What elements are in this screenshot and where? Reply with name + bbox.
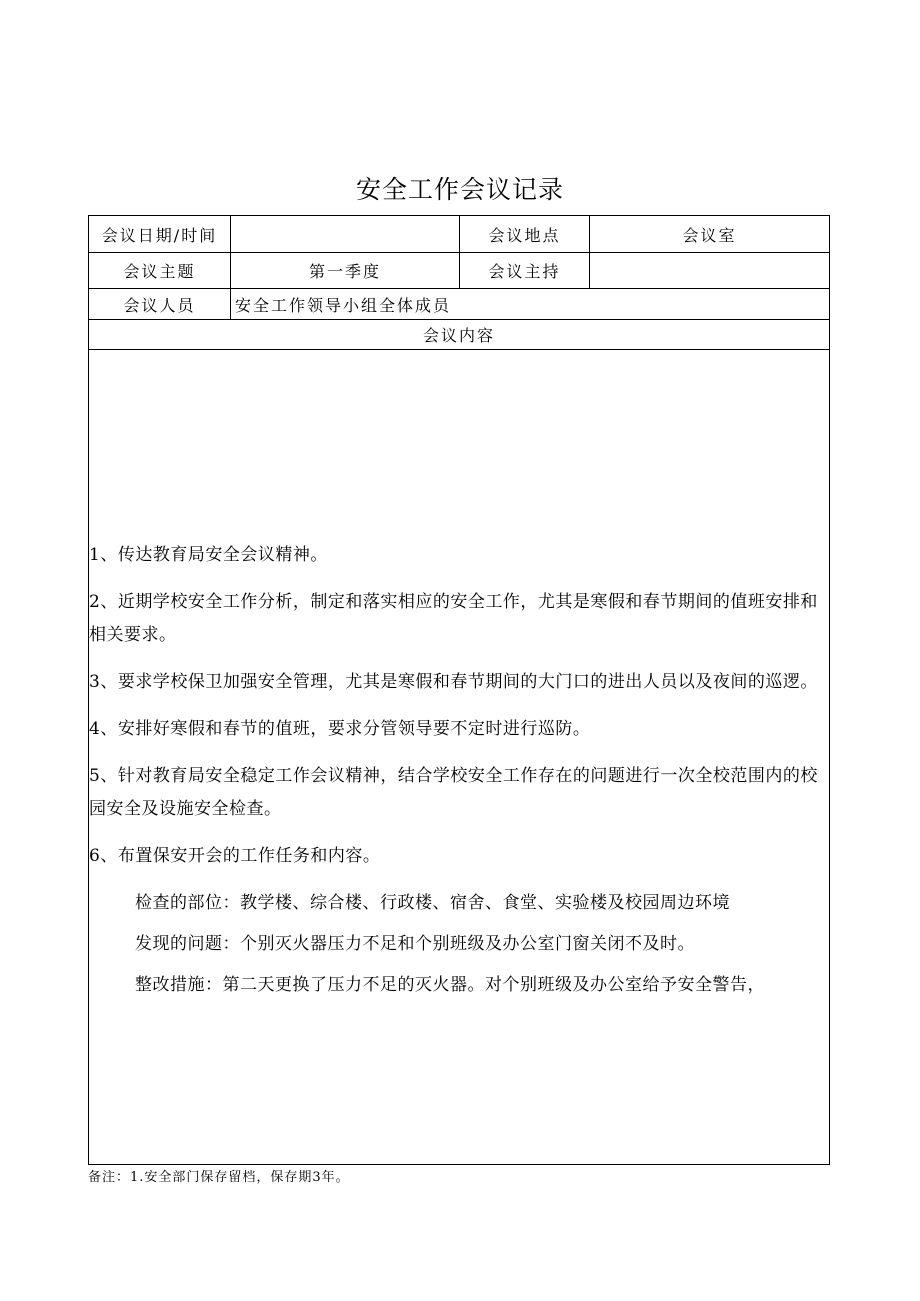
topic-value: 第一季度 xyxy=(231,253,460,289)
date-label: 会议日期/时间 xyxy=(89,216,231,253)
inspection-text: 检查的部位：教学楼、综合楼、行政楼、宿舍、食堂、实验楼及校园周边环境 xyxy=(135,892,730,913)
footnote: 备注：1.安全部门保存留档，保存期3年。 xyxy=(88,1170,350,1185)
list-item: 3、要求学校保卫加强安全管理，尤其是寒假和春节期间的大门口的进出人员以及夜间的巡逻。 xyxy=(89,671,818,692)
table-row-content xyxy=(89,350,830,1165)
topic-label: 会议主题 xyxy=(89,253,231,289)
problems-text: 发现的问题：个别灭火器压力不足和个别班级及办公室门窗关闭不及时。 xyxy=(135,933,695,954)
list-item: 1、传达教育局安全会议精神。 xyxy=(89,544,328,565)
attendees-value: 安全工作领导小组全体成员 xyxy=(231,289,830,320)
content-cell xyxy=(89,350,830,1165)
content-header: 会议内容 xyxy=(89,320,830,350)
table-row-topic xyxy=(89,253,830,289)
list-item: 6、布置保安开会的工作任务和内容。 xyxy=(89,845,381,866)
host-label: 会议主持 xyxy=(460,253,590,289)
location-label: 会议地点 xyxy=(460,216,590,253)
host-value xyxy=(590,253,830,289)
list-item: 5、针对教育局安全稳定工作会议精神，结合学校安全工作存在的问题进行一次全校范围内的校园安全及设施安全检查。 xyxy=(89,765,818,819)
meeting-content xyxy=(89,505,829,1002)
location-value: 会议室 xyxy=(590,216,830,253)
document-title: 安全工作会议记录 xyxy=(355,175,564,204)
table-row-date xyxy=(89,216,830,253)
list-item: 4、安排好寒假和春节的值班，要求分管领导要不定时进行巡防。 xyxy=(89,718,591,739)
measures-text: 整改措施：第二天更换了压力不足的灭火器。对个别班级及办公室给予安全警告， xyxy=(135,974,765,995)
table-row-attendees xyxy=(89,289,830,320)
meeting-record-table xyxy=(88,215,830,1165)
date-value xyxy=(231,216,460,253)
list-item: 2、近期学校安全工作分析，制定和落实相应的安全工作，尤其是寒假和春节期间的值班安排和相关要求。 xyxy=(89,591,818,645)
table-row-content-header xyxy=(89,320,830,350)
attendees-label: 会议人员 xyxy=(89,289,231,320)
